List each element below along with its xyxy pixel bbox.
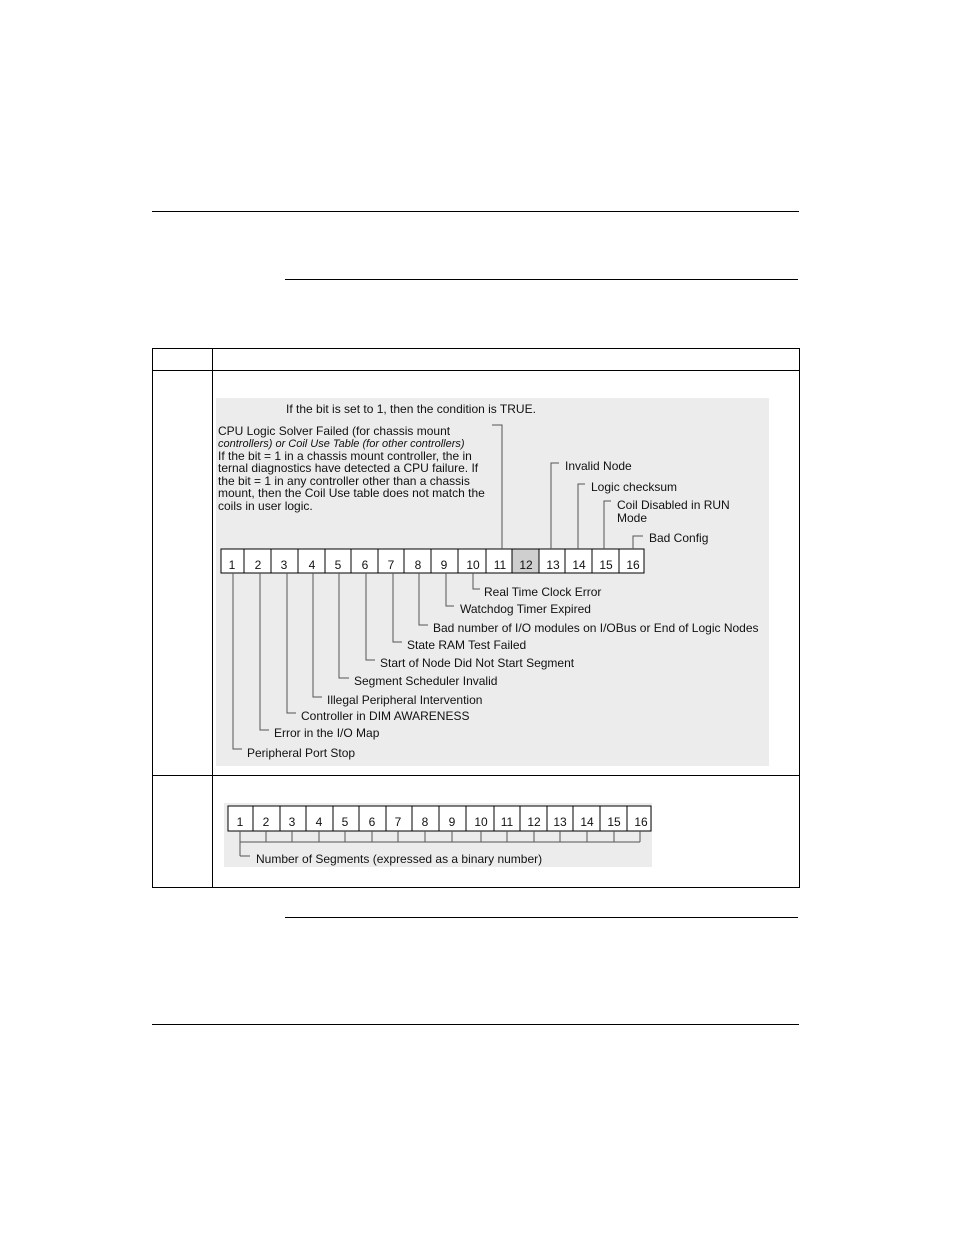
label-bad-io-modules: Bad number of I/O modules on I/OBus or End of Logic Nodes: [433, 621, 759, 635]
bit-number-1: 1: [228, 558, 236, 572]
label-state-ram-test: State RAM Test Failed: [407, 638, 527, 652]
label-coil-disabled-line2: Mode: [617, 511, 648, 525]
label-watchdog-timer: Watchdog Timer Expired: [460, 602, 591, 616]
label-error-io-map: Error in the I/O Map: [274, 726, 380, 740]
cpu-note-line2: controllers) or Coil Use Table (for other controllers): [218, 438, 465, 450]
segment-number-16: 16: [634, 815, 648, 829]
label-peripheral-port-stop: Peripheral Port Stop: [247, 746, 356, 760]
segments-label: Number of Segments (expressed as a binary number): [256, 852, 543, 866]
cpu-note-line5: the bit = 1 in any controller other than a chassis: [218, 474, 470, 488]
bit-number-6: 6: [361, 558, 369, 572]
bit-number-11: 11: [493, 558, 507, 572]
segment-number-1: 1: [236, 815, 244, 829]
bit-number-2: 2: [254, 558, 262, 572]
bit-number-9: 9: [440, 558, 448, 572]
label-bad-config: Bad Config: [649, 531, 709, 545]
segment-number-6: 6: [368, 815, 376, 829]
label-illegal-peripheral: Illegal Peripheral Intervention: [327, 693, 483, 707]
bit-number-13: 13: [546, 558, 560, 572]
segment-number-13: 13: [553, 815, 567, 829]
bit-number-12: 12: [519, 558, 533, 572]
header-note: If the bit is set to 1, then the condition is TRUE.: [286, 402, 536, 416]
bit-number-8: 8: [414, 558, 422, 572]
label-coil-disabled-line1: Coil Disabled in RUN: [617, 498, 730, 512]
segment-number-3: 3: [288, 815, 296, 829]
bit-number-3: 3: [280, 558, 288, 572]
segment-number-11: 11: [500, 815, 514, 829]
segment-number-9: 9: [448, 815, 456, 829]
label-start-of-node: Start of Node Did Not Start Segment: [380, 656, 575, 670]
segment-number-10: 10: [474, 815, 488, 829]
label-controller-dim: Controller in DIM AWARENESS: [301, 709, 470, 723]
cpu-note-line1: CPU Logic Solver Failed (for chassis mount: [218, 424, 451, 438]
segment-number-5: 5: [341, 815, 349, 829]
segment-number-12: 12: [527, 815, 541, 829]
segment-number-7: 7: [394, 815, 402, 829]
bit-number-14: 14: [572, 558, 586, 572]
cpu-note-line3: If the bit = 1 in a chassis mount controller, the in: [218, 449, 472, 463]
bit-number-5: 5: [334, 558, 342, 572]
label-logic-checksum: Logic checksum: [591, 480, 678, 494]
cpu-note-line6: mount, then the Coil Use table does not match the: [218, 486, 485, 500]
segment-number-14: 14: [580, 815, 594, 829]
bit-number-10: 10: [466, 558, 480, 572]
segment-number-2: 2: [262, 815, 270, 829]
bit-number-7: 7: [387, 558, 395, 572]
segment-number-15: 15: [607, 815, 621, 829]
cpu-note-line7: coils in user logic.: [218, 499, 313, 513]
label-real-time-clock: Real Time Clock Error: [484, 585, 602, 599]
segment-number-4: 4: [315, 815, 323, 829]
label-segment-scheduler: Segment Scheduler Invalid: [354, 674, 498, 688]
bit-number-4: 4: [308, 558, 316, 572]
segment-number-8: 8: [421, 815, 429, 829]
label-invalid-node: Invalid Node: [565, 459, 632, 473]
bit-number-16: 16: [626, 558, 640, 572]
bit-number-15: 15: [599, 558, 613, 572]
cpu-note-line4: ternal diagnostics have detected a CPU failure. If: [218, 461, 479, 475]
